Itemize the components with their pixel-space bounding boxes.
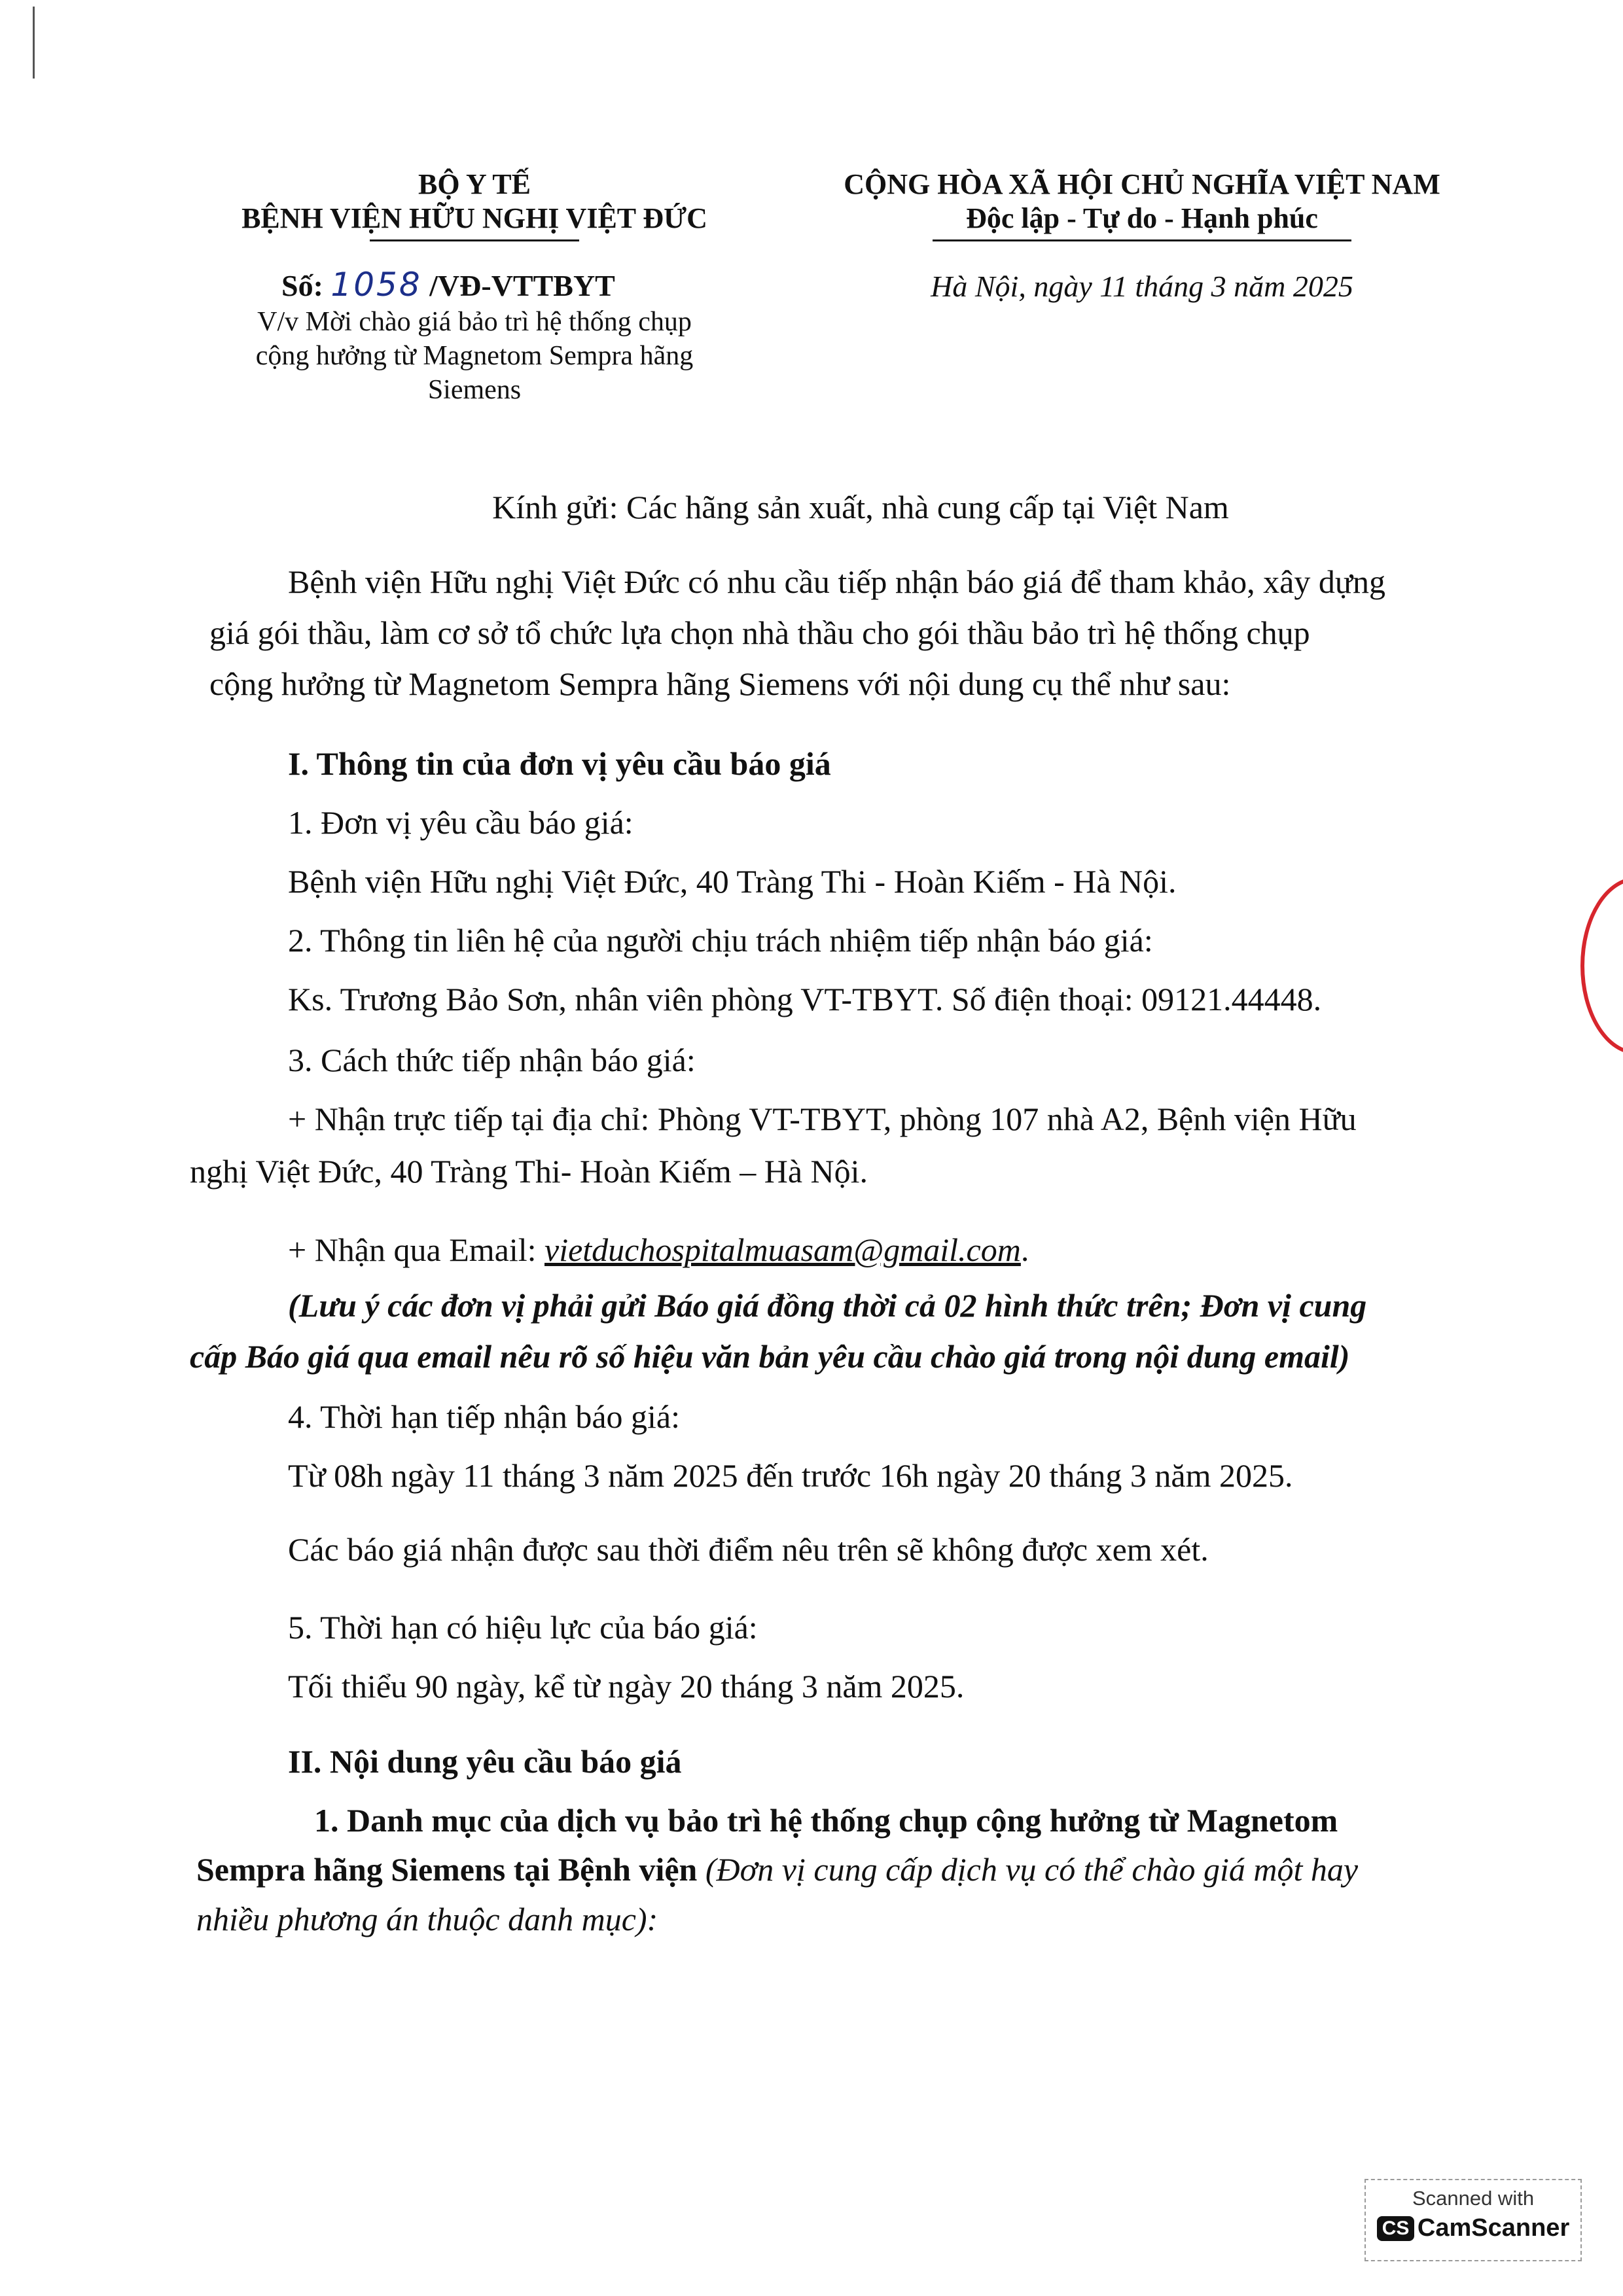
section-1-item-1-title: 1. Đơn vị yêu cầu báo giá: <box>288 804 633 841</box>
document-number <box>281 265 753 306</box>
direct-receipt-line-1: + Nhận trực tiếp tại địa chỉ: Phòng VT-TBYT, phòng 107 nhà A2, Bệnh viện Hữu <box>288 1101 1357 1137</box>
subject-line-2: cộng hưởng từ Magnetom Sempra hãng <box>255 341 694 371</box>
camscanner-badge <box>1364 2179 1582 2261</box>
intro-line-2: giá gói thầu, làm cơ sở tổ chức lựa chọn nhà thầu cho gói thầu bảo trì hệ thống chụp <box>209 614 1310 651</box>
intro-line-1: Bệnh viện Hữu nghị Việt Đức có nhu cầu tiếp nhận báo giá để tham khảo, xây dựng <box>288 563 1385 600</box>
email-receipt <box>288 1226 1564 1274</box>
camscanner-logo-icon: CS <box>1377 2216 1415 2241</box>
email-label: + Nhận qua Email: <box>288 1231 544 1268</box>
section-1-item-4-text: Từ 08h ngày 11 tháng 3 năm 2025 đến trước 16h ngày 20 tháng 3 năm 2025. <box>288 1457 1293 1494</box>
recipient: Kính gửi: Các hãng sản xuất, nhà cung cấp tại Việt Nam <box>492 489 1229 525</box>
number-suffix: /VĐ-VTTBYT <box>429 269 615 302</box>
section-1-item-2-text: Ks. Trương Bảo Sơn, nhân viên phòng VT-TBYT. Số điện thoại: 09121.44448. <box>288 981 1322 1017</box>
section-2-item-1-line-3: nhiều phương án thuộc danh mục): <box>196 1901 658 1937</box>
scan-edge-mark <box>33 7 35 79</box>
number-label: Số: <box>281 269 323 302</box>
section-1-item-4-note: Các báo giá nhận được sau thời điểm nêu trên sẽ không được xem xét. <box>288 1531 1209 1568</box>
ministry-name: BỘ Y TẾ <box>418 168 531 200</box>
section-2-title: II. Nội dung yêu cầu báo giá <box>288 1743 682 1780</box>
national-motto: Độc lập - Tự do - Hạnh phúc <box>966 202 1318 234</box>
note-line-1: (Lưu ý các đơn vị phải gửi Báo giá đồng thời cả 02 hình thức trên; Đơn vị cung <box>288 1287 1367 1324</box>
issue-date: Hà Nội, ngày 11 tháng 3 năm 2025 <box>931 270 1353 303</box>
section-2-item-1-bold: Sempra hãng Siemens tại Bệnh viện <box>196 1851 705 1888</box>
section-2-item-1-line-1: 1. Danh mục của dịch vụ bảo trì hệ thống chụp cộng hưởng từ Magnetom <box>314 1802 1338 1839</box>
motto-underline <box>933 239 1351 241</box>
camscanner-caption: Scanned with <box>1412 2187 1535 2210</box>
red-stamp-edge <box>1580 877 1623 1055</box>
subject-line-1: V/v Mời chào giá bảo trì hệ thống chụp <box>257 307 692 337</box>
intro-line-3: cộng hưởng từ Magnetom Sempra hãng Siemens với nội dung cụ thể như sau: <box>209 665 1231 702</box>
hospital-name: BỆNH VIỆN HỮU NGHỊ VIỆT ĐỨC <box>241 202 707 234</box>
note-line-2: cấp Báo giá qua email nêu rõ số hiệu văn bản yêu cầu chào giá trong nội dung email) <box>190 1338 1350 1375</box>
subject-line-3: Siemens <box>427 375 522 405</box>
hospital-underline <box>370 239 579 241</box>
direct-receipt-line-2: nghị Việt Đức, 40 Tràng Thi- Hoàn Kiếm – Hà Nội. <box>190 1153 868 1190</box>
number-handwritten: 1058 <box>330 266 422 304</box>
email-link[interactable]: vietduchospitalmuasam@gmail.com <box>544 1231 1021 1268</box>
section-1-item-1-text: Bệnh viện Hữu nghị Việt Đức, 40 Tràng Thi - Hoàn Kiếm - Hà Nội. <box>288 863 1177 900</box>
country-name: CỘNG HÒA XÃ HỘI CHỦ NGHĨA VIỆT NAM <box>844 168 1440 200</box>
email-end: . <box>1020 1231 1029 1268</box>
section-1-item-5-text: Tối thiểu 90 ngày, kể từ ngày 20 tháng 3 năm 2025. <box>288 1668 965 1704</box>
section-1-title: I. Thông tin của đơn vị yêu cầu báo giá <box>288 745 831 782</box>
section-2-item-1-italic: (Đơn vị cung cấp dịch vụ có thể chào giá một hay <box>705 1851 1359 1888</box>
section-1-item-2-title: 2. Thông tin liên hệ của người chịu trách nhiệm tiếp nhận báo giá: <box>288 922 1153 959</box>
section-1-item-4-title: 4. Thời hạn tiếp nhận báo giá: <box>288 1398 680 1435</box>
section-1-item-3-title: 3. Cách thức tiếp nhận báo giá: <box>288 1042 696 1078</box>
section-2-item-1-line-2 <box>196 1845 1571 1894</box>
section-1-item-5-title: 5. Thời hạn có hiệu lực của báo giá: <box>288 1609 758 1646</box>
camscanner-name: CamScanner <box>1417 2214 1570 2242</box>
